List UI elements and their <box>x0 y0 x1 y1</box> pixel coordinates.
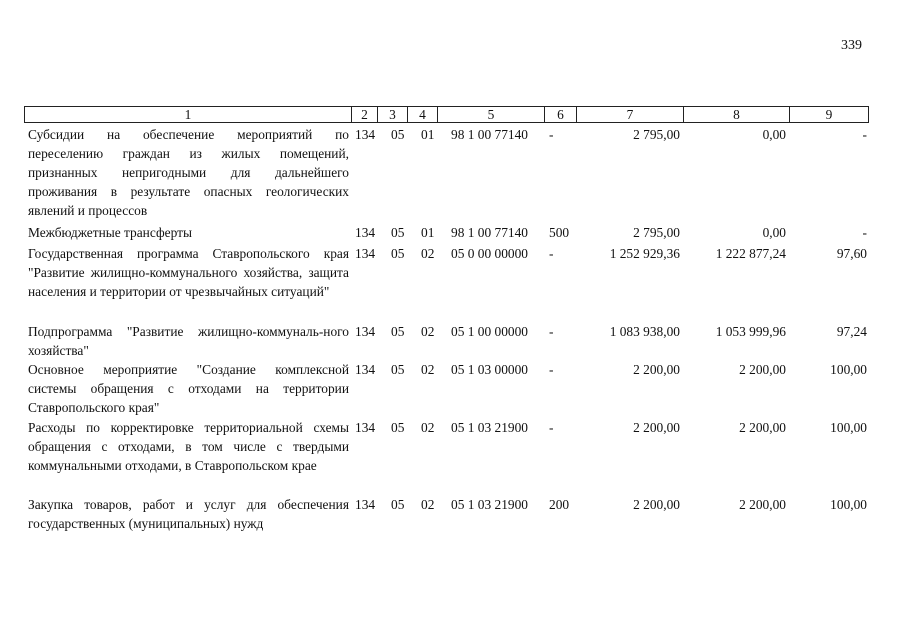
row-pr: 02 <box>421 324 435 339</box>
row-name: Подпрограмма "Развитие жилищно-коммуналь-ного хозяйства" <box>28 324 349 359</box>
row-pr: 02 <box>421 497 435 512</box>
row-percent: 100,00 <box>830 362 867 377</box>
row-ved: 134 <box>355 497 376 512</box>
row-csr: 05 0 00 00000 <box>451 246 528 261</box>
row-percent: 97,60 <box>836 246 867 261</box>
row-fact: 2 200,00 <box>739 420 786 435</box>
row-rz: 05 <box>391 362 405 377</box>
row-pr: 02 <box>421 246 435 261</box>
row-ved: 134 <box>355 324 376 339</box>
row-csr: 05 1 03 00000 <box>451 362 528 377</box>
row-csr: 05 1 03 21900 <box>451 497 528 512</box>
row-name: Межбюджетные трансферты <box>28 225 192 240</box>
row-pr: 01 <box>421 225 435 240</box>
row-rz: 05 <box>391 497 405 512</box>
header-col-5: 5 <box>438 107 545 122</box>
row-plan: 2 795,00 <box>633 127 680 142</box>
header-col-6: 6 <box>545 107 577 122</box>
row-name: Закупка товаров, работ и услуг для обеспечения государственных (муниципальных) нужд <box>28 497 349 532</box>
row-fact: 0,00 <box>762 127 786 142</box>
header-col-7: 7 <box>577 107 684 122</box>
row-csr: 05 1 00 00000 <box>451 324 528 339</box>
row-fact: 1 053 999,96 <box>715 324 786 339</box>
row-csr: 05 1 03 21900 <box>451 420 528 435</box>
row-csr: 98 1 00 77140 <box>451 127 528 142</box>
row-rz: 05 <box>391 225 405 240</box>
row-plan: 2 795,00 <box>633 225 680 240</box>
row-pr: 01 <box>421 127 435 142</box>
row-vr: - <box>549 420 554 435</box>
row-rz: 05 <box>391 127 405 142</box>
row-name: Государственная программа Ставропольского края "Развитие жилищно-коммунального хозяйства, защита населения и территории от чрезвычайных ситуаций" <box>28 246 349 300</box>
row-csr: 98 1 00 77140 <box>451 225 528 240</box>
row-fact: 2 200,00 <box>739 497 786 512</box>
row-ved: 134 <box>355 420 376 435</box>
row-fact: 1 222 877,24 <box>715 246 786 261</box>
row-name: Основное мероприятие "Создание комплексной системы обращения с отходами на территории Ставропольского края" <box>28 362 349 416</box>
row-percent: 100,00 <box>830 497 867 512</box>
header-col-8: 8 <box>684 107 790 122</box>
row-rz: 05 <box>391 246 405 261</box>
table-header <box>24 106 869 123</box>
row-ved: 134 <box>355 127 376 142</box>
row-pr: 02 <box>421 362 435 377</box>
row-pr: 02 <box>421 420 435 435</box>
row-plan: 1 252 929,36 <box>609 246 680 261</box>
row-vr: 500 <box>549 225 570 240</box>
row-fact: 0,00 <box>762 225 786 240</box>
row-vr: - <box>549 362 554 377</box>
header-col-3: 3 <box>378 107 408 122</box>
row-plan: 1 083 938,00 <box>609 324 680 339</box>
header-col-4: 4 <box>408 107 438 122</box>
row-plan: 2 200,00 <box>633 362 680 377</box>
page-number: 339 <box>841 38 862 53</box>
row-fact: 2 200,00 <box>739 362 786 377</box>
header-col-1: 1 <box>25 107 352 122</box>
row-name: Расходы по корректировке территориальной схемы обращения с отходами, в том числе с твердыми коммунальными отходами, в Ставропольском крае <box>28 420 349 474</box>
row-plan: 2 200,00 <box>633 497 680 512</box>
row-ved: 134 <box>355 246 376 261</box>
row-vr: - <box>549 324 554 339</box>
row-percent: 97,24 <box>836 324 867 339</box>
row-vr: - <box>549 246 554 261</box>
row-plan: 2 200,00 <box>633 420 680 435</box>
row-vr: 200 <box>549 497 570 512</box>
row-vr: - <box>549 127 554 142</box>
row-rz: 05 <box>391 324 405 339</box>
row-percent: - <box>862 225 867 240</box>
row-percent: 100,00 <box>830 420 867 435</box>
header-col-2: 2 <box>352 107 378 122</box>
row-ved: 134 <box>355 225 376 240</box>
header-col-9: 9 <box>825 107 833 122</box>
row-ved: 134 <box>355 362 376 377</box>
row-rz: 05 <box>391 420 405 435</box>
row-percent: - <box>862 127 867 142</box>
row-name: Субсидии на обеспечение мероприятий по переселению граждан из жилых помещений, признанных непригодными для дальнейшего проживания в результате опасных геологических явлений и процессов <box>28 127 349 219</box>
